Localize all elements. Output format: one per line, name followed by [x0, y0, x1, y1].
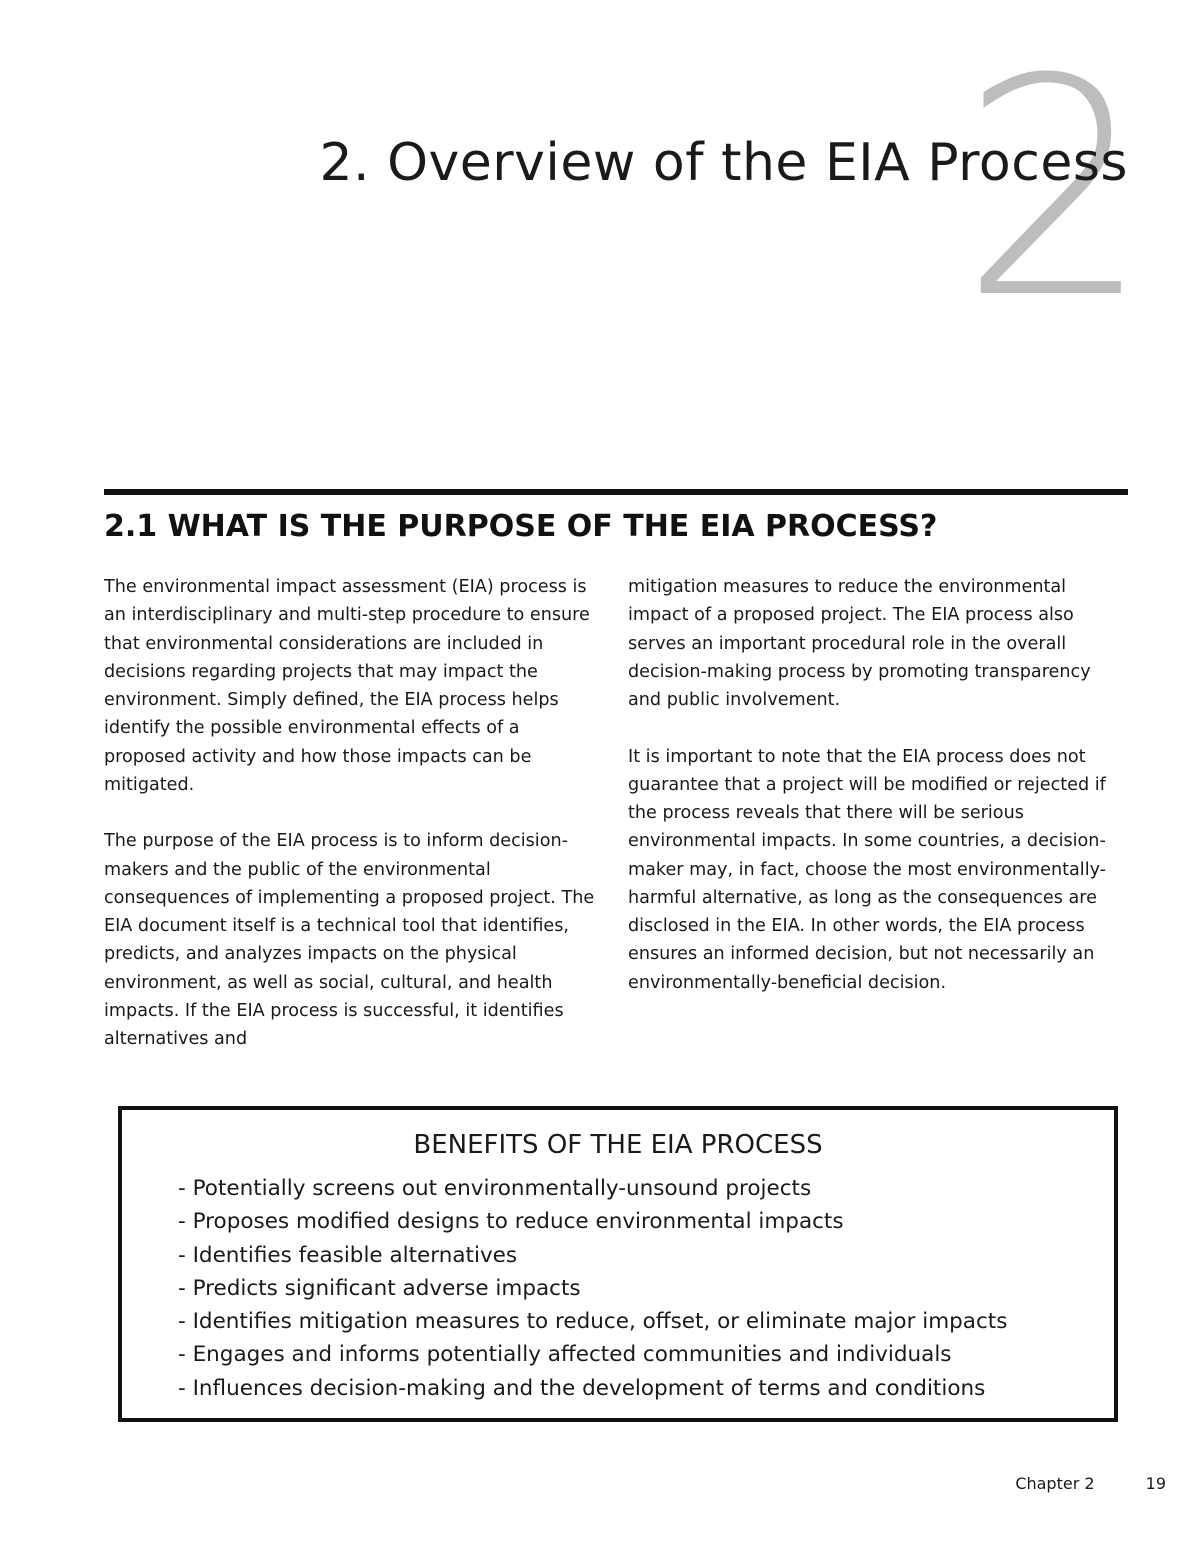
page-number: 19: [1145, 1474, 1166, 1493]
benefits-box: [118, 1106, 1118, 1422]
section-heading: 2.1 WHAT IS THE PURPOSE OF THE EIA PROCESS?: [104, 509, 938, 544]
body-paragraph: It is important to note that the EIA process does not guarantee that a project will be modified or rejected if the process reveals that there will be serious environmental impacts. In some countries, a decision-maker may, in fact, choose the most environmentally-harmful alternative, as long as the consequences are disclosed in the EIA. In other words, the EIA process ensures an informed decision, but not necessarily an environmentally-beneficial decision.: [628, 746, 1107, 993]
body-right-column: [628, 573, 1128, 1025]
chapter-title: 2. Overview of the EIA Process: [319, 133, 1128, 193]
body-paragraph: The environmental impact assessment (EIA) process is an interdisciplinary and multi-step procedure to ensure that environmental considerations are included in decisions regarding projects that may impact the environment. Simply defined, the EIA process helps identify the possible environmental effects of a proposed activity and how those impacts can be mitigated.: [104, 577, 590, 795]
page-footer: [1015, 1474, 1166, 1493]
chapter-numeral: 2: [960, 15, 1151, 364]
benefit-item: - Potentially screens out environmentally-unsound projects: [178, 1176, 812, 1201]
benefit-item: - Proposes modified designs to reduce environmental impacts: [178, 1209, 844, 1235]
benefits-list: [122, 1162, 1114, 1405]
body-left-column: [104, 573, 604, 1082]
benefit-item: - Identifies feasible alternatives: [178, 1242, 518, 1268]
footer-chapter-label: Chapter 2: [1015, 1474, 1095, 1493]
section-divider: [104, 489, 1128, 495]
benefit-item: - Identifies mitigation measures to reduce, offset, or eliminate major impacts: [178, 1309, 1008, 1335]
benefit-item: - Influences decision-making and the development of terms and conditions: [178, 1375, 986, 1401]
body-paragraph: The purpose of the EIA process is to inform decision-makers and the public of the environmental consequences of implementing a proposed project. The EIA document itself is a technical tool that identifies, predicts, and analyzes impacts on the physical environment, as well as social, cultural, and health impacts. If the EIA process is successful, it identifies alternatives and: [104, 831, 595, 1049]
body-paragraph: mitigation measures to reduce the environmental impact of a proposed project. The EIA process also serves an important procedural role in the overall decision-making process by promoting transparency and public involvement.: [628, 577, 1091, 710]
benefit-item: - Engages and informs potentially affected communities and individuals: [178, 1342, 952, 1368]
benefit-item: - Predicts significant adverse impacts: [178, 1275, 581, 1301]
benefits-title: BENEFITS OF THE EIA PROCESS: [413, 1130, 823, 1160]
